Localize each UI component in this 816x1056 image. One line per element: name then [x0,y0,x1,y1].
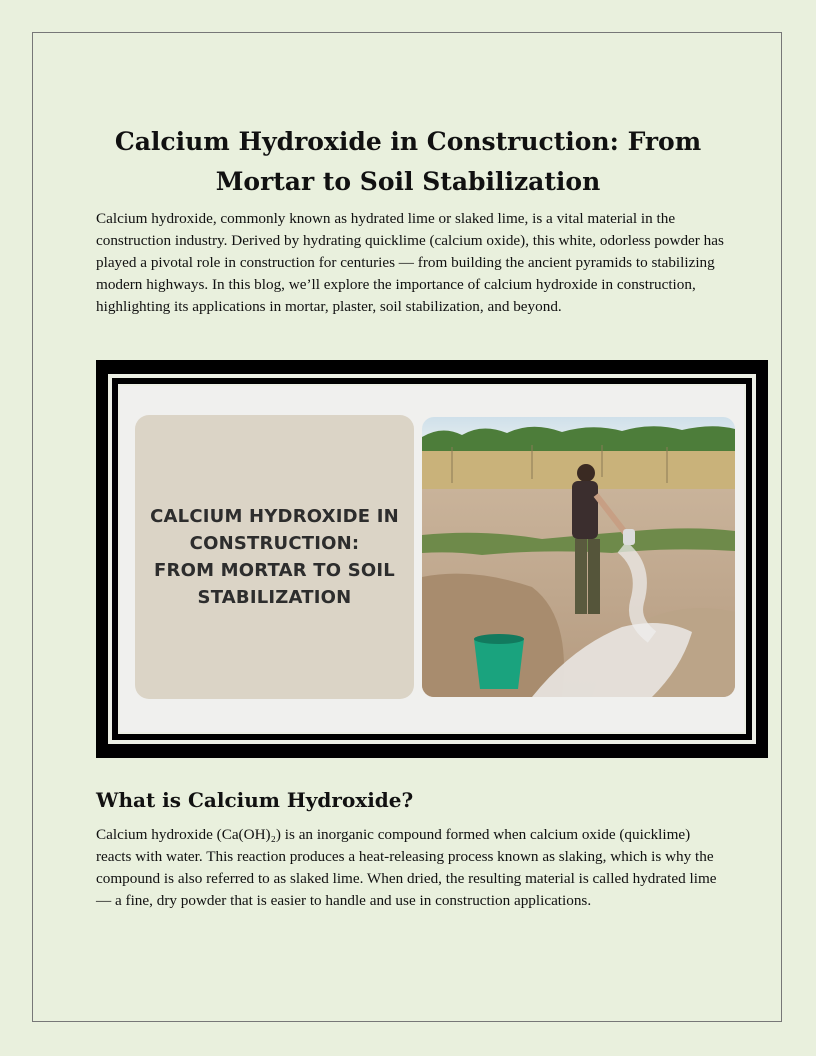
title-line-2: Mortar to Soil Stabilization [215,167,601,196]
title-line-1: Calcium Hydroxide in Construction: From [114,127,702,156]
banner-inner-frame [118,384,746,734]
banner-outer-frame [108,374,756,744]
banner-line-2: CONSTRUCTION: [189,533,360,554]
green-bucket [474,634,524,689]
section-heading: What is Calcium Hydroxide? [96,788,414,812]
page-title [100,122,716,202]
field-photo-illustration [422,417,735,697]
banner-text-card [135,415,414,699]
banner-line-4: STABILIZATION [197,587,352,608]
section-paragraph: Calcium hydroxide (Ca(OH)₂) is an inorganic compound formed when calcium oxide (quicklime) reacts with water. This reaction produces a heat-releasing process known as slaking, which is why the compound is also referred to as slaked lime. When dried, the resulting material is called hydrated lime — a fine, dry powder that is easier to handle and use in construction applications. [96,826,717,909]
banner-line-3: FROM MORTAR TO SOIL [154,560,395,581]
intro-paragraph: Calcium hydroxide, commonly known as hydrated lime or slaked lime, is a vital material in the construction industry. Derived by hydrating quicklime (calcium oxide), this white, odorless powder has played a pivotal role in construction for centuries — from building the ancient pyramids to stabilizing modern highways. In this blog, we’ll explore the importance of calcium hydroxide in construction, highlighting its applications in mortar, plaster, soil stabilization, and beyond. [96,210,724,315]
banner-image [96,360,768,758]
banner-caption [150,503,399,611]
banner-line-1: CALCIUM HYDROXIDE IN [150,506,399,527]
field-photo [422,417,735,697]
